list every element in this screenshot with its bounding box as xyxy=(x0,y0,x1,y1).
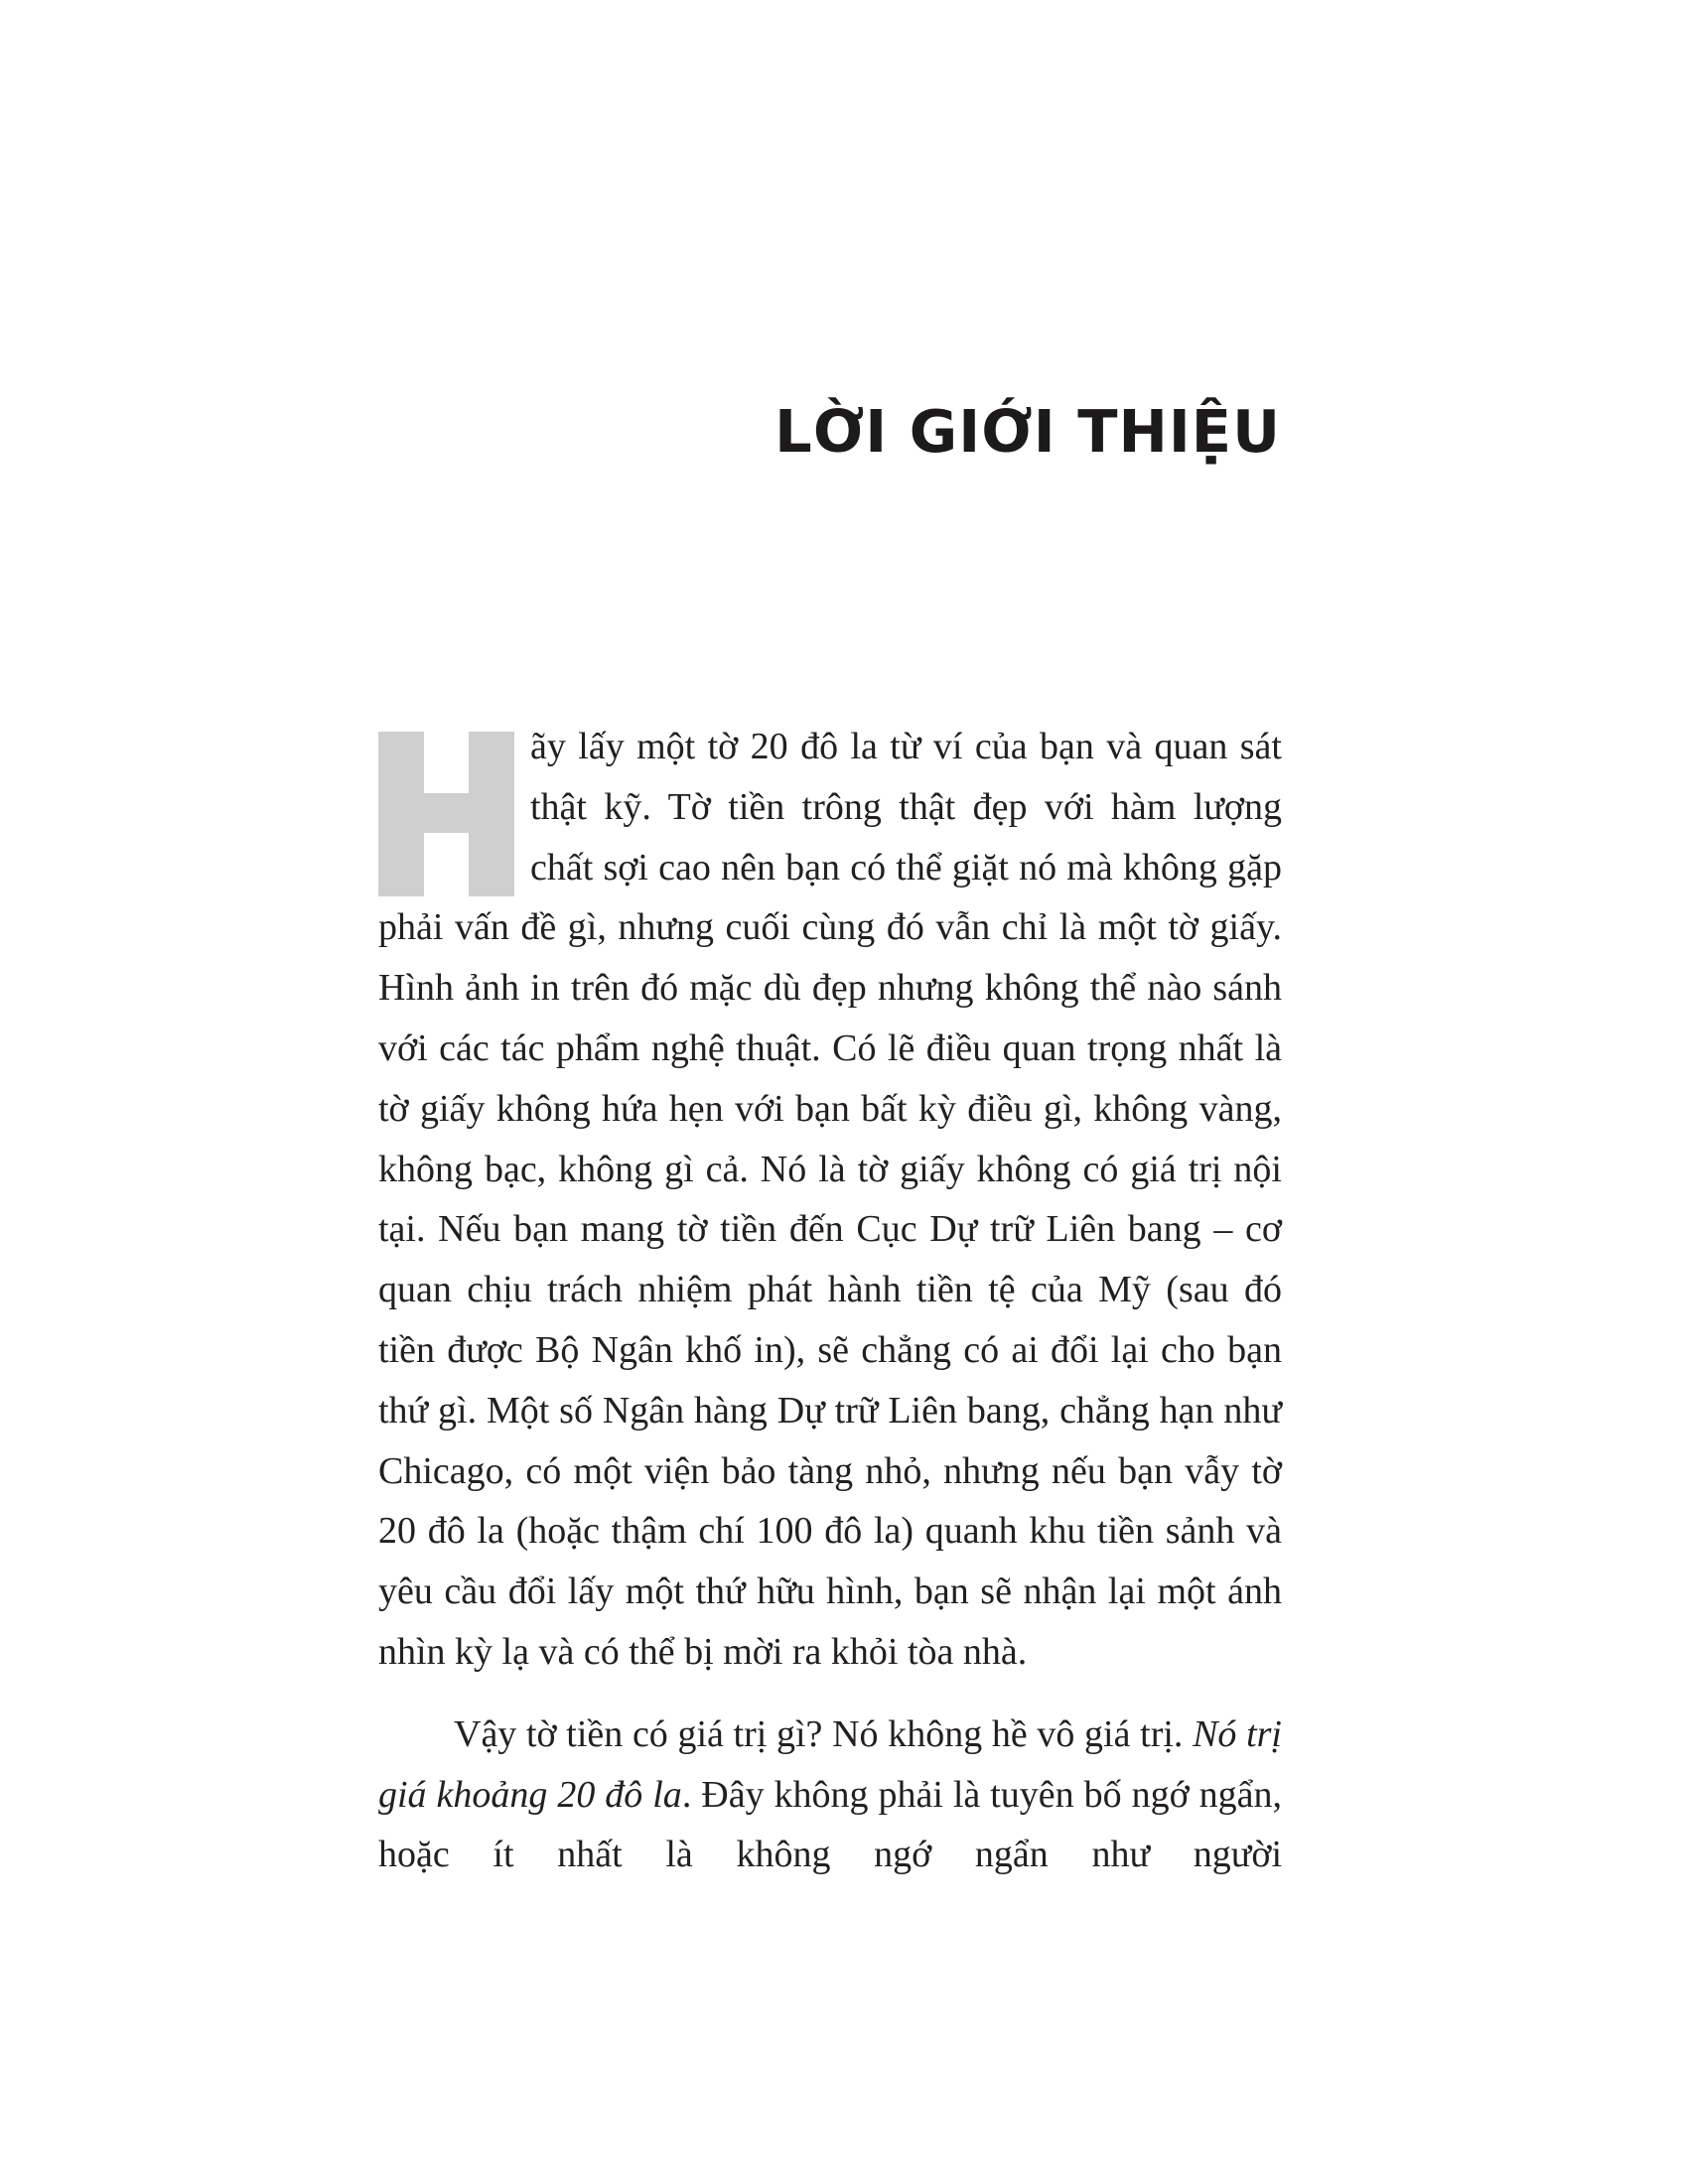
drop-cap-glyph xyxy=(378,732,514,896)
paragraph-1-text: ãy lấy một tờ 20 đô la từ ví của bạn và quan sát thật kỹ. Tờ tiền trông thật đẹp với hàm lượng chất sợi cao nên bạn có thể giặt nó mà không gặp phải vấn đề gì, nhưng cuối cùng đó vẫn chỉ là một tờ giấy. Hình ảnh in trên đó mặc dù đẹp nhưng không thể nào sánh với các tác phẩm nghệ thuật. Có lẽ điều quan trọng nhất là tờ giấy không hứa hẹn với bạn bất kỳ điều gì, không vàng, không bạc, không gì cả. Nó là tờ giấy không có giá trị nội tại. Nếu bạn mang tờ tiền đến Cục Dự trữ Liên bang – cơ quan chịu trách nhiệm phát hành tiền tệ của Mỹ (sau đó tiền được Bộ Ngân khố in), sẽ chẳng có ai đổi lại cho bạn thứ gì. Một số Ngân hàng Dự trữ Liên bang, chẳng hạn như Chicago, có một viện bảo tàng nhỏ, nhưng nếu bạn vẫy tờ 20 đô la (hoặc thậm chí 100 đô la) quanh khu tiền sảnh và yêu cầu đổi lấy một thứ hữu hình, bạn sẽ nhận lại một ánh nhìn kỳ lạ và có thể bị mời ra khỏi tòa nhà. xyxy=(378,726,1282,1673)
paragraph-2-end: . Đây không phải là tuyên bố ngớ ngẩn, hoặc ít nhất là không ngớ ngẩn như người xyxy=(378,1773,1282,1876)
drop-cap-letter xyxy=(378,732,514,896)
body-text xyxy=(378,717,1282,1885)
paragraph-2-start: Vậy tờ tiền có giá trị gì? Nó không hề vô giá trị. xyxy=(454,1712,1194,1755)
paragraph-1 xyxy=(378,717,1282,1683)
paragraph-2-italic: Nó trị giá khoảng 20 đô la xyxy=(378,1712,1282,1816)
chapter-title: LỜI GIỚI THIỆU xyxy=(774,397,1281,466)
paragraph-2 xyxy=(378,1705,1282,1885)
